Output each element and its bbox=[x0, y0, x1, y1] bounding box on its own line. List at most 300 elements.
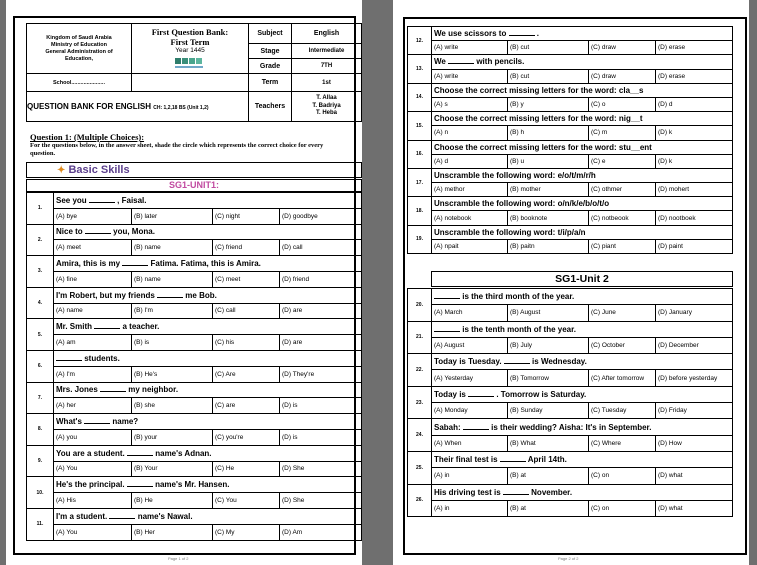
question-stem: We use scissors to bbox=[434, 29, 507, 39]
question-ending: . Tomorrow is Saturday. bbox=[496, 389, 587, 399]
question-text bbox=[54, 287, 362, 303]
answer-option[interactable]: (B) Your bbox=[132, 461, 213, 477]
answer-blank bbox=[504, 357, 530, 364]
question-stem: Unscramble the following word: o/n/k/e/b/o/t/o bbox=[434, 199, 610, 209]
answer-option[interactable]: (D) She bbox=[280, 493, 362, 509]
answer-option[interactable]: (A) notebook bbox=[432, 211, 508, 225]
answer-blank bbox=[122, 259, 148, 266]
answer-blank bbox=[448, 57, 474, 64]
question-text bbox=[432, 197, 733, 211]
answer-option[interactable]: (D) erase bbox=[656, 69, 733, 83]
options-row bbox=[408, 69, 733, 83]
question-number: 9. bbox=[27, 445, 54, 477]
answer-option[interactable]: (D) paint bbox=[656, 239, 733, 253]
options-row bbox=[27, 524, 362, 540]
answer-option[interactable]: (B) August bbox=[508, 305, 589, 321]
question-row bbox=[408, 168, 733, 182]
answer-blank bbox=[157, 291, 183, 298]
question-number: 14. bbox=[408, 83, 432, 111]
subject-value: English bbox=[292, 24, 362, 44]
answer-option[interactable]: (B) your bbox=[132, 429, 213, 445]
answer-option[interactable]: (B) mother bbox=[508, 183, 589, 197]
question-row bbox=[27, 445, 362, 461]
answer-option[interactable]: (A) you bbox=[54, 429, 132, 445]
options-row bbox=[27, 240, 362, 256]
teacher-name: T. Badriya bbox=[312, 102, 341, 109]
grade-value: 7TH bbox=[292, 59, 362, 74]
question-ending: me Bob. bbox=[185, 290, 217, 300]
answer-option[interactable]: (B) July bbox=[508, 337, 589, 353]
answer-option[interactable]: (D) nootboek bbox=[656, 211, 733, 225]
section-header bbox=[26, 162, 362, 178]
answer-option[interactable]: (D) k bbox=[656, 126, 733, 140]
answer-option[interactable]: (D) d bbox=[656, 97, 733, 111]
options-row bbox=[408, 211, 733, 225]
answer-option[interactable]: (B) I'm bbox=[132, 303, 213, 319]
options-row bbox=[27, 208, 362, 224]
answer-option[interactable]: (C) othmer bbox=[589, 183, 656, 197]
answer-option[interactable]: (D) is bbox=[280, 429, 362, 445]
question-stem: Their final test is bbox=[434, 455, 498, 465]
question-text bbox=[432, 112, 733, 126]
question-number: 17. bbox=[408, 168, 432, 196]
answer-option[interactable]: (C) Where bbox=[589, 435, 656, 451]
options-row bbox=[408, 435, 733, 451]
question-stem: Today is Tuesday. bbox=[434, 357, 502, 367]
question-text bbox=[54, 350, 362, 366]
answer-option[interactable]: (C) meet bbox=[213, 271, 280, 287]
question-ending: name's Nawal. bbox=[137, 511, 193, 521]
question-row bbox=[408, 225, 733, 239]
question-row bbox=[27, 350, 362, 366]
question-text bbox=[54, 414, 362, 430]
question-number: 26. bbox=[408, 484, 432, 517]
question-row bbox=[408, 140, 733, 154]
question-row bbox=[27, 224, 362, 240]
question-stem: What's bbox=[56, 417, 82, 427]
options-row bbox=[27, 366, 362, 382]
answer-option[interactable]: (D) what bbox=[656, 500, 733, 516]
answer-blank bbox=[94, 322, 120, 329]
answer-option[interactable]: (B) is bbox=[132, 335, 213, 351]
question-text bbox=[432, 225, 733, 239]
question-stem: See you bbox=[56, 195, 87, 205]
answer-option[interactable]: (C) are bbox=[213, 398, 280, 414]
answer-option[interactable]: (C) friend bbox=[213, 240, 280, 256]
options-row bbox=[408, 126, 733, 140]
answer-option[interactable]: (D) what bbox=[656, 468, 733, 484]
options-row bbox=[408, 337, 733, 353]
page-footer: Page 1 of 2 bbox=[168, 556, 189, 561]
answer-option[interactable]: (A) You bbox=[54, 524, 132, 540]
question-stem: Unscramble the following word: e/o/t/m/r/h bbox=[434, 170, 596, 180]
answer-blank bbox=[127, 480, 153, 487]
question-row bbox=[408, 27, 733, 41]
question-text bbox=[432, 289, 733, 305]
answer-option[interactable]: (C) on bbox=[589, 500, 656, 516]
question-row bbox=[27, 256, 362, 272]
question-text bbox=[54, 445, 362, 461]
answer-option[interactable]: (C) After tomorrow bbox=[589, 370, 656, 386]
question-number: 2. bbox=[27, 224, 54, 256]
answer-blank bbox=[468, 390, 494, 397]
question-row bbox=[408, 451, 733, 467]
question1-title: Question 1: (Multiple Choices): bbox=[30, 132, 145, 142]
options-row bbox=[408, 239, 733, 253]
section-title: Basic Skills bbox=[68, 164, 130, 176]
question-stem: I'm a student. bbox=[56, 511, 108, 521]
answer-option[interactable]: (D) They're bbox=[280, 366, 362, 382]
question-text bbox=[432, 386, 733, 402]
answer-option[interactable]: (A) n bbox=[432, 126, 508, 140]
questions-table-right-a bbox=[407, 26, 733, 254]
answer-option[interactable]: (A) in bbox=[432, 468, 508, 484]
answer-option[interactable]: (A) His bbox=[54, 493, 132, 509]
question-text bbox=[432, 83, 733, 97]
question-row bbox=[408, 321, 733, 337]
answer-option[interactable]: (A) write bbox=[432, 69, 508, 83]
answer-option[interactable]: (A) methor bbox=[432, 183, 508, 197]
grade-label: Grade bbox=[249, 59, 292, 74]
question-ending: students. bbox=[84, 353, 120, 363]
options-row bbox=[408, 41, 733, 55]
answer-option[interactable]: (A) d bbox=[432, 154, 508, 168]
answer-option[interactable]: (A) You bbox=[54, 461, 132, 477]
question-number: 5. bbox=[27, 319, 54, 351]
question-text bbox=[54, 382, 362, 398]
answer-option[interactable]: (D) call bbox=[280, 240, 362, 256]
questions-table-right-b bbox=[407, 288, 733, 517]
answer-option[interactable]: (A) Monday bbox=[432, 403, 508, 419]
question-ending: November. bbox=[531, 487, 573, 497]
answer-option[interactable]: (D) k bbox=[656, 154, 733, 168]
question-number: 20. bbox=[408, 289, 432, 322]
question-number: 24. bbox=[408, 419, 432, 452]
unit1-title: SG1-UNIT1: bbox=[26, 179, 362, 192]
question-text bbox=[432, 55, 733, 69]
star-icon: ✦ bbox=[57, 165, 66, 176]
answer-option[interactable]: (D) before yesterday bbox=[656, 370, 733, 386]
answer-option[interactable]: (C) o bbox=[589, 97, 656, 111]
answer-option[interactable]: (B) at bbox=[508, 500, 589, 516]
question-text bbox=[54, 193, 362, 209]
teachers-list bbox=[292, 92, 362, 122]
answer-option[interactable]: (A) fine bbox=[54, 271, 132, 287]
answer-blank bbox=[85, 227, 111, 234]
answer-option[interactable]: (A) March bbox=[432, 305, 508, 321]
answer-option[interactable]: (B) He bbox=[132, 493, 213, 509]
question-row bbox=[408, 354, 733, 370]
qbank-title: QUESTION BANK FOR ENGLISH bbox=[27, 102, 152, 111]
question-text bbox=[432, 354, 733, 370]
question-text bbox=[432, 451, 733, 467]
answer-option[interactable]: (C) You bbox=[213, 493, 280, 509]
answer-blank bbox=[434, 292, 460, 299]
answer-option[interactable]: (B) cut bbox=[508, 41, 589, 55]
answer-option[interactable]: (D) erase bbox=[656, 41, 733, 55]
answer-option[interactable]: (A) in bbox=[432, 500, 508, 516]
question-ending: Fatima. Fatima, this is Amira. bbox=[150, 259, 261, 269]
answer-option[interactable]: (C) My bbox=[213, 524, 280, 540]
answer-blank bbox=[434, 325, 460, 332]
question-number: 21. bbox=[408, 321, 432, 354]
logo-cell bbox=[132, 74, 249, 92]
options-row bbox=[408, 154, 733, 168]
question-row bbox=[27, 477, 362, 493]
options-row bbox=[408, 370, 733, 386]
question-ending: name's Adnan. bbox=[155, 448, 212, 458]
answer-option[interactable]: (B) paitn bbox=[508, 239, 589, 253]
options-row bbox=[408, 500, 733, 516]
answer-option[interactable]: (C) his bbox=[213, 335, 280, 351]
question-text bbox=[54, 508, 362, 524]
unit2-title: SG1-Unit 2 bbox=[431, 271, 733, 287]
answer-blank bbox=[500, 455, 526, 462]
page-footer: Page 2 of 2 bbox=[558, 556, 579, 561]
answer-option[interactable]: (B) name bbox=[132, 240, 213, 256]
options-row bbox=[408, 183, 733, 197]
teachers-label: Teachers bbox=[249, 92, 292, 122]
question-stem: Amira, this is my bbox=[56, 259, 121, 269]
options-row bbox=[408, 305, 733, 321]
answer-option[interactable]: (C) notbeook bbox=[589, 211, 656, 225]
answer-blank bbox=[56, 354, 82, 361]
question-ending: my neighbor. bbox=[128, 385, 179, 395]
answer-option[interactable]: (D) Friday bbox=[656, 403, 733, 419]
question-ending: is the third month of the year. bbox=[462, 292, 575, 302]
options-row bbox=[408, 403, 733, 419]
options-row bbox=[27, 461, 362, 477]
question-ending: is the tenth month of the year. bbox=[462, 324, 577, 334]
answer-option[interactable]: (D) are bbox=[280, 303, 362, 319]
question-text bbox=[54, 224, 362, 240]
answer-option[interactable]: (C) piant bbox=[589, 239, 656, 253]
question-row bbox=[408, 419, 733, 435]
answer-option[interactable]: (A) am bbox=[54, 335, 132, 351]
question-number: 11. bbox=[27, 508, 54, 540]
answer-option[interactable]: (C) on bbox=[589, 468, 656, 484]
answer-option[interactable]: (C) draw bbox=[589, 41, 656, 55]
question-ending: a teacher. bbox=[122, 322, 160, 332]
teacher-name: T. Allaa bbox=[316, 95, 337, 102]
qbank-chapters: CH: 1,2,18 BS (Unit 1,2) bbox=[153, 105, 209, 111]
question-ending: you, Mona. bbox=[113, 227, 155, 237]
question-text bbox=[432, 419, 733, 435]
question-number: 4. bbox=[27, 287, 54, 319]
answer-option[interactable]: (C) night bbox=[213, 208, 280, 224]
question-ending: . bbox=[536, 29, 540, 39]
question-stem: Choose the correct missing letters for the word: stu__ent bbox=[434, 142, 652, 152]
question-number: 12. bbox=[408, 27, 432, 55]
options-row bbox=[27, 271, 362, 287]
answer-option[interactable]: (A) write bbox=[432, 41, 508, 55]
question-stem: Choose the correct missing letters for the word: cla__s bbox=[434, 85, 644, 95]
answer-option[interactable]: (C) October bbox=[589, 337, 656, 353]
question-stem: He's the principal. bbox=[56, 480, 125, 490]
answer-option[interactable]: (B) she bbox=[132, 398, 213, 414]
answer-option[interactable]: (D) Am bbox=[280, 524, 362, 540]
question-text bbox=[432, 140, 733, 154]
term-title: First Term bbox=[170, 37, 210, 47]
answer-option[interactable]: (B) name bbox=[132, 271, 213, 287]
header-table bbox=[26, 23, 362, 122]
answer-blank bbox=[84, 417, 110, 424]
ministry-line: General Administration of bbox=[45, 48, 113, 55]
question-number: 7. bbox=[27, 382, 54, 414]
answer-option[interactable]: (B) What bbox=[508, 435, 589, 451]
question-number: 23. bbox=[408, 386, 432, 419]
answer-blank bbox=[100, 385, 126, 392]
answer-option[interactable]: (D) are bbox=[280, 335, 362, 351]
answer-option[interactable]: (B) Her bbox=[132, 524, 213, 540]
answer-option[interactable]: (A) s bbox=[432, 97, 508, 111]
questions-table-left bbox=[26, 192, 362, 541]
question-stem: Today is bbox=[434, 389, 466, 399]
page-left bbox=[6, 0, 362, 565]
question-text bbox=[432, 484, 733, 500]
answer-option[interactable]: (C) m bbox=[589, 126, 656, 140]
answer-option[interactable]: (A) npait bbox=[432, 239, 508, 253]
answer-option[interactable]: (B) y bbox=[508, 97, 589, 111]
question-row bbox=[408, 197, 733, 211]
answer-option[interactable]: (A) August bbox=[432, 337, 508, 353]
answer-blank bbox=[89, 196, 115, 203]
answer-option[interactable]: (D) December bbox=[656, 337, 733, 353]
answer-option[interactable]: (D) is bbox=[280, 398, 362, 414]
answer-option[interactable]: (A) When bbox=[432, 435, 508, 451]
question-text bbox=[432, 27, 733, 41]
question-number: 10. bbox=[27, 477, 54, 509]
answer-blank bbox=[503, 488, 529, 495]
question-number: 18. bbox=[408, 197, 432, 225]
question-row bbox=[27, 382, 362, 398]
options-row bbox=[27, 335, 362, 351]
question-text bbox=[432, 168, 733, 182]
answer-option[interactable]: (B) h bbox=[508, 126, 589, 140]
answer-option[interactable]: (D) mohert bbox=[656, 183, 733, 197]
question-number: 3. bbox=[27, 256, 54, 288]
question-stem: Mrs. Jones bbox=[56, 385, 98, 395]
answer-option[interactable]: (C) e bbox=[589, 154, 656, 168]
qbank-title-cell bbox=[27, 92, 249, 122]
answer-blank bbox=[463, 423, 489, 430]
answer-option[interactable]: (D) January bbox=[656, 305, 733, 321]
stage-value: Intermediate bbox=[292, 44, 362, 59]
stage-label: Stage bbox=[249, 44, 292, 59]
answer-option[interactable]: (C) call bbox=[213, 303, 280, 319]
options-row bbox=[27, 429, 362, 445]
ministry-block bbox=[27, 24, 132, 74]
options-row bbox=[408, 97, 733, 111]
question-text bbox=[54, 256, 362, 272]
question-number: 6. bbox=[27, 350, 54, 382]
answer-option[interactable]: (C) He bbox=[213, 461, 280, 477]
answer-option[interactable]: (D) How bbox=[656, 435, 733, 451]
instructions: For the questions below, in the answer sheet, shade the circle which represents the correct choice for every question. bbox=[30, 142, 324, 157]
answer-option[interactable]: (A) meet bbox=[54, 240, 132, 256]
question-number: 19. bbox=[408, 225, 432, 253]
question-row bbox=[408, 55, 733, 69]
question-number: 1. bbox=[27, 193, 54, 225]
ministry-line: Kingdom of Saudi Arabia bbox=[46, 34, 112, 41]
question-number: 25. bbox=[408, 451, 432, 484]
answer-option[interactable]: (B) booknote bbox=[508, 211, 589, 225]
options-row bbox=[27, 493, 362, 509]
answer-option[interactable]: (B) Tomorrow bbox=[508, 370, 589, 386]
answer-option[interactable]: (C) draw bbox=[589, 69, 656, 83]
school-field: School...................... bbox=[27, 74, 132, 92]
answer-option[interactable]: (A) name bbox=[54, 303, 132, 319]
subject-label: Subject bbox=[249, 24, 292, 44]
answer-option[interactable]: (D) She bbox=[280, 461, 362, 477]
question-row bbox=[27, 508, 362, 524]
ministry-line: Ministry of Education bbox=[51, 41, 107, 48]
ministry-line: Education, bbox=[64, 55, 94, 62]
question-row bbox=[408, 83, 733, 97]
question-ending: name? bbox=[112, 417, 139, 427]
options-row bbox=[408, 468, 733, 484]
answer-option[interactable]: (B) cut bbox=[508, 69, 589, 83]
answer-option[interactable]: (B) later bbox=[132, 208, 213, 224]
answer-blank bbox=[109, 512, 135, 519]
teacher-name: T. Heba bbox=[315, 110, 337, 117]
question-row bbox=[408, 484, 733, 500]
options-row bbox=[27, 398, 362, 414]
question-row bbox=[408, 112, 733, 126]
answer-blank bbox=[509, 29, 535, 36]
question-number: 16. bbox=[408, 140, 432, 168]
question-text bbox=[432, 321, 733, 337]
question-stem: Sabah: bbox=[434, 422, 461, 432]
section-title-wrap bbox=[57, 164, 130, 176]
answer-option[interactable]: (C) June bbox=[589, 305, 656, 321]
answer-option[interactable]: (C) Are bbox=[213, 366, 280, 382]
question-ending: name's Mr. Hansen. bbox=[155, 480, 230, 490]
bank-title: First Question Bank: bbox=[151, 27, 229, 37]
title-block bbox=[132, 24, 249, 74]
answer-option[interactable]: (B) u bbox=[508, 154, 589, 168]
answer-option[interactable]: (B) Sunday bbox=[508, 403, 589, 419]
question-row bbox=[408, 386, 733, 402]
answer-option[interactable]: (D) goodbye bbox=[280, 208, 362, 224]
answer-option[interactable]: (A) bye bbox=[54, 208, 132, 224]
term-value: 1st bbox=[292, 74, 362, 92]
question-row bbox=[408, 289, 733, 305]
answer-option[interactable]: (B) at bbox=[508, 468, 589, 484]
term-label: Term bbox=[249, 74, 292, 92]
answer-option[interactable]: (A) I'm bbox=[54, 366, 132, 382]
question-ending: with pencils. bbox=[476, 57, 525, 67]
question-stem: His driving test is bbox=[434, 487, 501, 497]
question-stem: You are a student. bbox=[56, 448, 125, 458]
question-text bbox=[54, 477, 362, 493]
answer-option[interactable]: (B) He's bbox=[132, 366, 213, 382]
question-row bbox=[27, 287, 362, 303]
question-stem: Mr. Smith bbox=[56, 322, 93, 332]
question-stem: Choose the correct missing letters for the word: nig__t bbox=[434, 114, 643, 124]
answer-option[interactable]: (C) you're bbox=[213, 429, 280, 445]
question-number: 13. bbox=[408, 55, 432, 83]
answer-option[interactable]: (A) her bbox=[54, 398, 132, 414]
answer-option[interactable]: (D) friend bbox=[280, 271, 362, 287]
question-stem: Nice to bbox=[56, 227, 83, 237]
answer-option[interactable]: (C) Tuesday bbox=[589, 403, 656, 419]
question-stem: I'm Robert, but my friends bbox=[56, 290, 155, 300]
answer-option[interactable]: (A) Yesterday bbox=[432, 370, 508, 386]
question-text bbox=[54, 319, 362, 335]
options-row bbox=[27, 303, 362, 319]
question-number: 15. bbox=[408, 112, 432, 140]
